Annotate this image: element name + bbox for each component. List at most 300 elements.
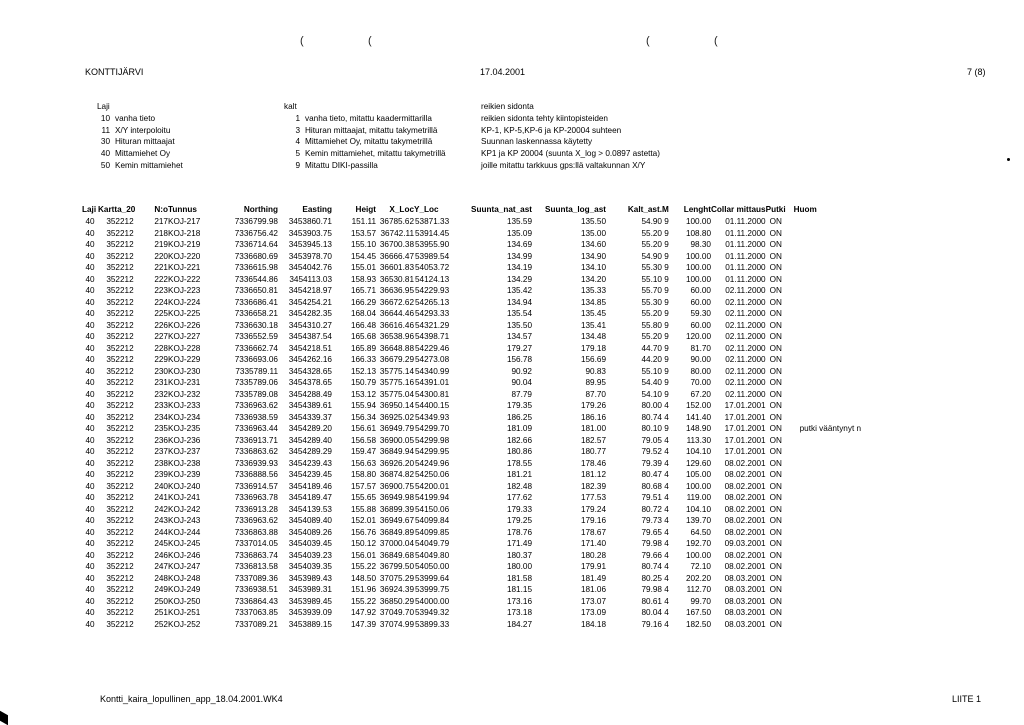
table-cell: 112.70	[686, 585, 711, 594]
table-cell	[794, 504, 864, 516]
table-cell: 134.90	[580, 251, 606, 261]
table-cell: 40	[85, 343, 95, 353]
table-cell: 155.22	[350, 562, 376, 571]
table-cell: KOJ-233	[168, 401, 201, 410]
table-cell: 113.30	[686, 435, 711, 445]
table-row	[82, 400, 864, 412]
table-cell: 352212	[106, 481, 134, 491]
table-cell: ON	[769, 251, 782, 261]
table-cell: 7336863.62	[234, 447, 278, 456]
table-cell: 7336888.56	[234, 470, 278, 479]
table-cell: 36949.79	[379, 424, 414, 433]
table-cell: 80.00	[690, 366, 711, 376]
table-cell: 352212	[106, 217, 134, 226]
table-cell: 352212	[106, 539, 134, 548]
table-cell: 171.40	[580, 539, 606, 548]
table-cell: 40	[85, 389, 95, 399]
table-cell: 7336693.06	[234, 355, 278, 364]
table-cell: 40	[85, 309, 95, 318]
legend-kalt-label: Hituran mittaajat, mitattu takymetrillä	[305, 125, 438, 135]
table-header-row	[82, 204, 864, 216]
table-cell: ON	[769, 504, 782, 514]
table-cell: 08.03.2001	[724, 585, 766, 594]
table-cell: 40	[85, 608, 95, 617]
table-cell: 100.00	[685, 251, 711, 261]
table-cell: 3454218.97	[288, 286, 332, 295]
table-cell: 3454289.40	[288, 435, 332, 445]
table-cell: 7336913.28	[234, 504, 278, 514]
table-cell: 08.02.2001	[724, 504, 766, 514]
table-cell: 40	[85, 320, 95, 330]
table-cell	[794, 308, 864, 320]
table-cell: 40	[85, 435, 95, 445]
table-row	[82, 515, 864, 527]
table-cell: KOJ-224	[168, 297, 201, 307]
table-cell: 54099.85	[415, 527, 450, 537]
table-cell	[794, 228, 864, 240]
table-cell: 40	[85, 228, 95, 238]
table-cell: 168.04	[350, 309, 376, 318]
column-header: N:o	[154, 205, 168, 215]
table-row	[82, 596, 864, 608]
table-cell: 224	[154, 297, 168, 307]
table-cell: 104.10	[685, 504, 711, 514]
table-cell: 7336686.41	[234, 297, 278, 307]
table-cell: 177.53	[580, 493, 606, 502]
table-cell: 352212	[106, 424, 134, 433]
table-cell: KOJ-218	[168, 228, 201, 238]
table-cell: 55.30	[641, 263, 662, 272]
table-cell	[794, 377, 864, 389]
table-cell: 3454262.16	[288, 355, 332, 364]
table-cell	[794, 561, 864, 573]
table-row	[82, 251, 864, 263]
table-cell: 166.29	[350, 297, 376, 307]
table-cell: 54199.94	[415, 493, 450, 502]
table-cell: 9	[664, 378, 669, 387]
legend-laji-code: 30	[100, 137, 110, 147]
table-cell: 352212	[106, 274, 134, 284]
table-cell: 152.13	[350, 366, 376, 376]
table-cell: 54.90	[641, 251, 662, 261]
table-cell: ON	[769, 332, 782, 341]
table-cell: ON	[769, 424, 782, 433]
table-row	[82, 366, 864, 378]
table-cell: 55.20	[641, 309, 662, 318]
column-header: Heigt	[355, 205, 376, 215]
table-cell: 352212	[106, 608, 134, 617]
table-cell: 08.02.2001	[724, 493, 766, 502]
table-cell: 352212	[106, 550, 134, 560]
table-cell: 36785.62	[379, 217, 414, 226]
table-cell: 40	[85, 217, 95, 226]
table-cell: 54340.99	[415, 366, 450, 376]
table-cell: 236	[154, 435, 168, 445]
table-cell: 02.11.2000	[725, 355, 766, 364]
table-cell	[794, 469, 864, 481]
table-cell: 178.46	[580, 458, 606, 468]
table-cell: 54391.01	[415, 378, 450, 387]
table-cell: 251	[154, 608, 168, 617]
table-cell: 08.02.2001	[724, 470, 766, 479]
table-cell: 186.25	[506, 412, 532, 422]
table-cell: 3453860.71	[288, 217, 332, 226]
table-cell: 54249.96	[415, 458, 450, 468]
table-cell: 36538.96	[379, 332, 414, 341]
table-cell: 7336615.98	[234, 263, 278, 272]
table-cell: 01.11.2000	[725, 240, 766, 249]
table-cell: 01.11.2000	[725, 251, 766, 261]
table-cell: 7336544.86	[234, 274, 278, 284]
table-cell: 54349.93	[415, 412, 450, 422]
table-cell	[794, 389, 864, 401]
table-cell: 60.00	[690, 320, 711, 330]
table-cell: 134.20	[580, 274, 606, 284]
table-cell: 135.42	[506, 286, 532, 295]
table-cell: 54229.93	[415, 286, 450, 295]
table-cell: 36926.20	[379, 458, 414, 468]
table-row	[82, 527, 864, 539]
table-cell: KOJ-249	[168, 585, 201, 594]
table-cell: 9	[664, 240, 669, 249]
table-cell	[794, 515, 864, 527]
table-cell: 02.11.2000	[725, 332, 766, 341]
table-cell: 4	[664, 550, 669, 560]
table-cell: 179.91	[580, 562, 606, 571]
table-row	[82, 389, 864, 401]
column-header: Y_Loc	[414, 205, 439, 215]
table-cell: 234	[154, 412, 168, 422]
table-cell: 248	[154, 573, 168, 583]
table-cell: 230	[154, 366, 168, 376]
table-cell: 4	[664, 412, 669, 422]
table-cell: 36601.83	[379, 263, 414, 272]
scan-mark: (	[368, 35, 372, 47]
legend-reikien-line: KP1 ja KP 20004 (suunta X_log > 0.0897 astetta)	[481, 149, 660, 159]
table-cell: 55.20	[641, 240, 662, 249]
table-cell: KOJ-232	[168, 389, 201, 399]
table-cell: 37000.04	[379, 539, 414, 548]
table-cell: 01.11.2000	[725, 263, 766, 272]
table-cell: 9	[664, 263, 669, 272]
table-cell: 3454389.61	[288, 401, 332, 410]
table-cell: 7336756.42	[234, 228, 278, 238]
page-number: 7 (8)	[967, 67, 986, 77]
table-cell: 54.10	[641, 389, 662, 399]
table-cell: 182.48	[506, 481, 532, 491]
table-cell: 79.66	[641, 550, 662, 560]
table-cell: 80.00	[641, 401, 662, 410]
legend-laji-label: Hituran mittaajat	[115, 137, 175, 147]
table-cell: 36850.29	[379, 596, 414, 606]
column-header: Collar mittaus	[711, 205, 766, 215]
table-row	[82, 320, 864, 332]
table-cell: 7336913.71	[234, 435, 278, 445]
table-cell: 223	[154, 286, 168, 295]
table-cell: 9	[664, 355, 669, 364]
table-cell: 180.37	[506, 550, 532, 560]
table-cell: 7336938.51	[234, 585, 278, 594]
table-cell: 40	[85, 378, 95, 387]
legend-reikien-title: reikien sidonta	[481, 102, 534, 111]
table-cell: 139.70	[685, 516, 711, 525]
table-cell: 3453903.75	[288, 228, 332, 238]
table-cell: 02.11.2000	[725, 366, 766, 376]
table-cell: 01.11.2000	[725, 217, 766, 226]
table-cell: 3454289.29	[288, 447, 332, 456]
table-cell: 352212	[106, 504, 134, 514]
table-cell: 17.01.2001	[724, 435, 766, 445]
table-cell: 3453989.45	[288, 596, 332, 606]
table-cell: 08.02.2001	[724, 481, 766, 491]
table-cell: 244	[154, 527, 168, 537]
table-cell: KOJ-248	[168, 573, 201, 583]
document-date: 17.04.2001	[480, 67, 526, 77]
table-cell: 60.00	[690, 297, 711, 307]
legend-reikien-line: joille mitattu tarkkuus gps:llä valtakunnan X/Y	[481, 160, 646, 170]
table-cell: 40	[85, 527, 95, 537]
table-cell: ON	[769, 217, 782, 226]
table-cell: 252	[154, 619, 168, 629]
table-cell: 54150.06	[415, 504, 450, 514]
table-cell: 241	[154, 493, 168, 502]
table-cell: 54273.08	[415, 355, 450, 364]
table-cell: 129.60	[685, 458, 711, 468]
table-cell: 158.93	[350, 274, 376, 284]
legend-laji-label: vanha tieto	[115, 114, 156, 123]
table-cell: 134.10	[580, 263, 606, 272]
table-cell: KOJ-221	[168, 263, 201, 272]
table-cell	[794, 320, 864, 332]
table-cell: 180.77	[580, 447, 606, 456]
table-cell: KOJ-229	[168, 355, 201, 364]
table-cell: 54124.13	[415, 274, 450, 284]
table-cell: 135.50	[506, 320, 532, 330]
table-cell	[794, 435, 864, 447]
table-cell: 3454282.35	[288, 309, 332, 318]
table-cell: 352212	[106, 435, 134, 445]
table-cell: 81.70	[690, 343, 711, 353]
table-cell: 40	[85, 562, 95, 571]
table-cell: 40	[85, 585, 95, 594]
table-cell: 3454042.76	[288, 263, 332, 272]
table-cell: 100.00	[685, 550, 711, 560]
table-cell: KOJ-220	[168, 251, 201, 261]
table-cell: ON	[769, 619, 782, 629]
table-cell	[794, 239, 864, 251]
table-cell: 178.55	[506, 458, 532, 468]
table-cell: 245	[154, 539, 168, 548]
table-cell: 80.72	[641, 504, 662, 514]
table-cell: 40	[85, 458, 95, 468]
table-cell: 08.02.2001	[724, 527, 766, 537]
table-cell: ON	[769, 378, 782, 387]
table-cell: 36636.95	[379, 286, 414, 295]
table-cell: 53989.54	[415, 251, 450, 261]
table-cell: ON	[769, 228, 782, 238]
table-cell: 179.27	[506, 343, 532, 353]
table-cell: 54321.29	[415, 320, 450, 330]
column-header: Easting	[302, 205, 332, 215]
table-cell: 7336552.59	[234, 332, 278, 341]
table-cell: 3454328.65	[288, 366, 332, 376]
table-cell: 119.00	[686, 493, 711, 502]
table-cell: 40	[85, 366, 95, 376]
scan-mark: (	[300, 35, 304, 47]
table-cell: 155.88	[350, 504, 376, 514]
table-cell: 3454039.45	[288, 539, 332, 548]
table-cell: ON	[769, 447, 782, 456]
table-cell: ON	[769, 274, 782, 284]
table-cell: 148.50	[350, 573, 376, 583]
table-cell: 184.18	[580, 619, 606, 629]
table-cell: 36849.68	[379, 550, 414, 560]
legend-laji-code: 50	[100, 160, 110, 170]
table-cell: 55.30	[641, 297, 662, 307]
table-cell: KOJ-227	[168, 332, 201, 341]
table-cell: 9	[664, 309, 669, 318]
table-cell: 7335789.11	[235, 366, 278, 376]
table-cell: ON	[769, 516, 782, 525]
table-cell: 181.00	[580, 424, 606, 433]
table-cell: 36672.62	[379, 297, 414, 307]
table-cell: 135.09	[506, 228, 532, 238]
column-header: Tunnus	[168, 205, 197, 215]
table-row	[82, 297, 864, 309]
table-cell: 352212	[106, 412, 134, 422]
table-cell: 352212	[106, 228, 134, 238]
legend-laji-label: X/Y interpoloitu	[115, 125, 171, 135]
table-cell: KOJ-238	[168, 458, 201, 468]
table-cell: 36648.88	[379, 343, 414, 353]
table-cell: 55.20	[641, 228, 662, 238]
table-cell: 7336963.62	[234, 401, 278, 410]
table-cell: 54.90	[641, 217, 662, 226]
table-row	[82, 354, 864, 366]
scan-dot	[1007, 158, 1010, 161]
table-cell: 134.60	[580, 240, 606, 249]
table-cell: 156.76	[350, 527, 376, 537]
table-cell: 247	[154, 562, 168, 571]
table-cell: 3453945.13	[288, 240, 332, 249]
table-cell: 152.01	[350, 516, 376, 525]
table-cell: 182.57	[580, 435, 606, 445]
table-cell: 4	[664, 562, 669, 571]
table-cell: 352212	[106, 470, 134, 479]
table-cell: 40	[85, 251, 95, 261]
table-cell: ON	[769, 297, 782, 307]
table-cell: 79.05	[641, 435, 662, 445]
table-cell	[794, 619, 864, 631]
table-cell: 9	[664, 274, 669, 284]
table-cell: ON	[769, 585, 782, 594]
table-cell: 154.45	[350, 251, 376, 261]
table-cell: KOJ-237	[168, 447, 201, 456]
column-header: M	[662, 205, 669, 215]
table-cell: 229	[154, 355, 168, 364]
table-cell: 59.30	[690, 309, 711, 318]
column-header: Kalt_ast.	[627, 205, 662, 215]
table-cell: 221	[154, 263, 168, 272]
table-cell: 7336714.64	[234, 240, 278, 249]
table-cell: 246	[154, 550, 168, 560]
table-cell: 352212	[106, 562, 134, 571]
table-cell: 219	[154, 240, 168, 249]
table-cell: ON	[769, 401, 782, 410]
table-cell: 135.50	[580, 217, 606, 226]
table-cell: 53999.64	[415, 573, 450, 583]
table-cell: 80.74	[641, 412, 662, 422]
document-title: KONTTIJÄRVI	[85, 67, 144, 77]
table-cell: KOJ-243	[168, 516, 201, 525]
table-cell: 36874.82	[379, 470, 414, 479]
table-cell: 17.01.2001	[724, 401, 766, 410]
table-cell: 155.65	[350, 493, 376, 502]
table-cell: 352212	[106, 596, 134, 606]
table-cell: KOJ-231	[168, 378, 201, 387]
table-cell: 54299.95	[415, 447, 450, 456]
table-cell: 7336863.88	[234, 527, 278, 537]
table-cell	[794, 573, 864, 585]
table-cell: ON	[769, 355, 782, 364]
table-cell: ON	[769, 366, 782, 376]
table-cell: 36924.39	[379, 585, 414, 594]
table-cell: 220	[154, 251, 168, 261]
table-cell: 40	[85, 619, 95, 629]
table-cell: 37074.99	[379, 619, 414, 629]
table-cell: 08.03.2001	[724, 596, 766, 606]
table-cell: 37049.70	[379, 608, 414, 617]
table-cell: 67.20	[690, 389, 711, 399]
table-cell: 235	[154, 424, 168, 433]
table-cell: 181.58	[506, 573, 532, 583]
table-cell: 54200.01	[415, 481, 450, 491]
table-cell: 135.59	[506, 217, 532, 226]
table-cell: 153.57	[350, 228, 376, 238]
table-cell: 54299.98	[415, 435, 450, 445]
table-cell: 352212	[106, 516, 134, 525]
table-cell: 151.96	[350, 585, 376, 594]
table-cell: 4	[664, 401, 669, 410]
table-cell: ON	[769, 608, 782, 617]
table-cell: KOJ-222	[168, 274, 201, 284]
table-cell: 3454378.65	[288, 378, 332, 387]
table-cell: 178.67	[580, 527, 606, 537]
table-cell: 179.24	[580, 504, 606, 514]
table-cell: 165.89	[350, 343, 376, 353]
table-cell: 3454218.51	[288, 343, 332, 353]
table-cell: 4	[664, 596, 669, 606]
table-cell: 134.94	[506, 297, 532, 307]
column-header: Lenght	[683, 205, 711, 215]
table-cell: 3454139.53	[288, 504, 332, 514]
table-cell: KOJ-230	[168, 366, 201, 376]
table-cell: 36799.50	[379, 562, 414, 571]
legend-laji-code: 11	[101, 125, 110, 135]
table-cell: 3454089.26	[288, 527, 332, 537]
table-cell: 150.12	[350, 539, 376, 548]
table-cell: 181.15	[506, 585, 532, 594]
table-cell: 79.98	[641, 585, 662, 594]
table-cell: 152.00	[685, 401, 711, 410]
table-cell: 156.78	[506, 355, 532, 364]
table-cell: 80.68	[641, 481, 662, 491]
table-cell: 352212	[106, 332, 134, 341]
table-cell: 182.66	[506, 435, 532, 445]
table-cell: 08.02.2001	[724, 458, 766, 468]
table-cell: 55.80	[641, 320, 662, 330]
table-cell: KOJ-228	[168, 343, 201, 353]
